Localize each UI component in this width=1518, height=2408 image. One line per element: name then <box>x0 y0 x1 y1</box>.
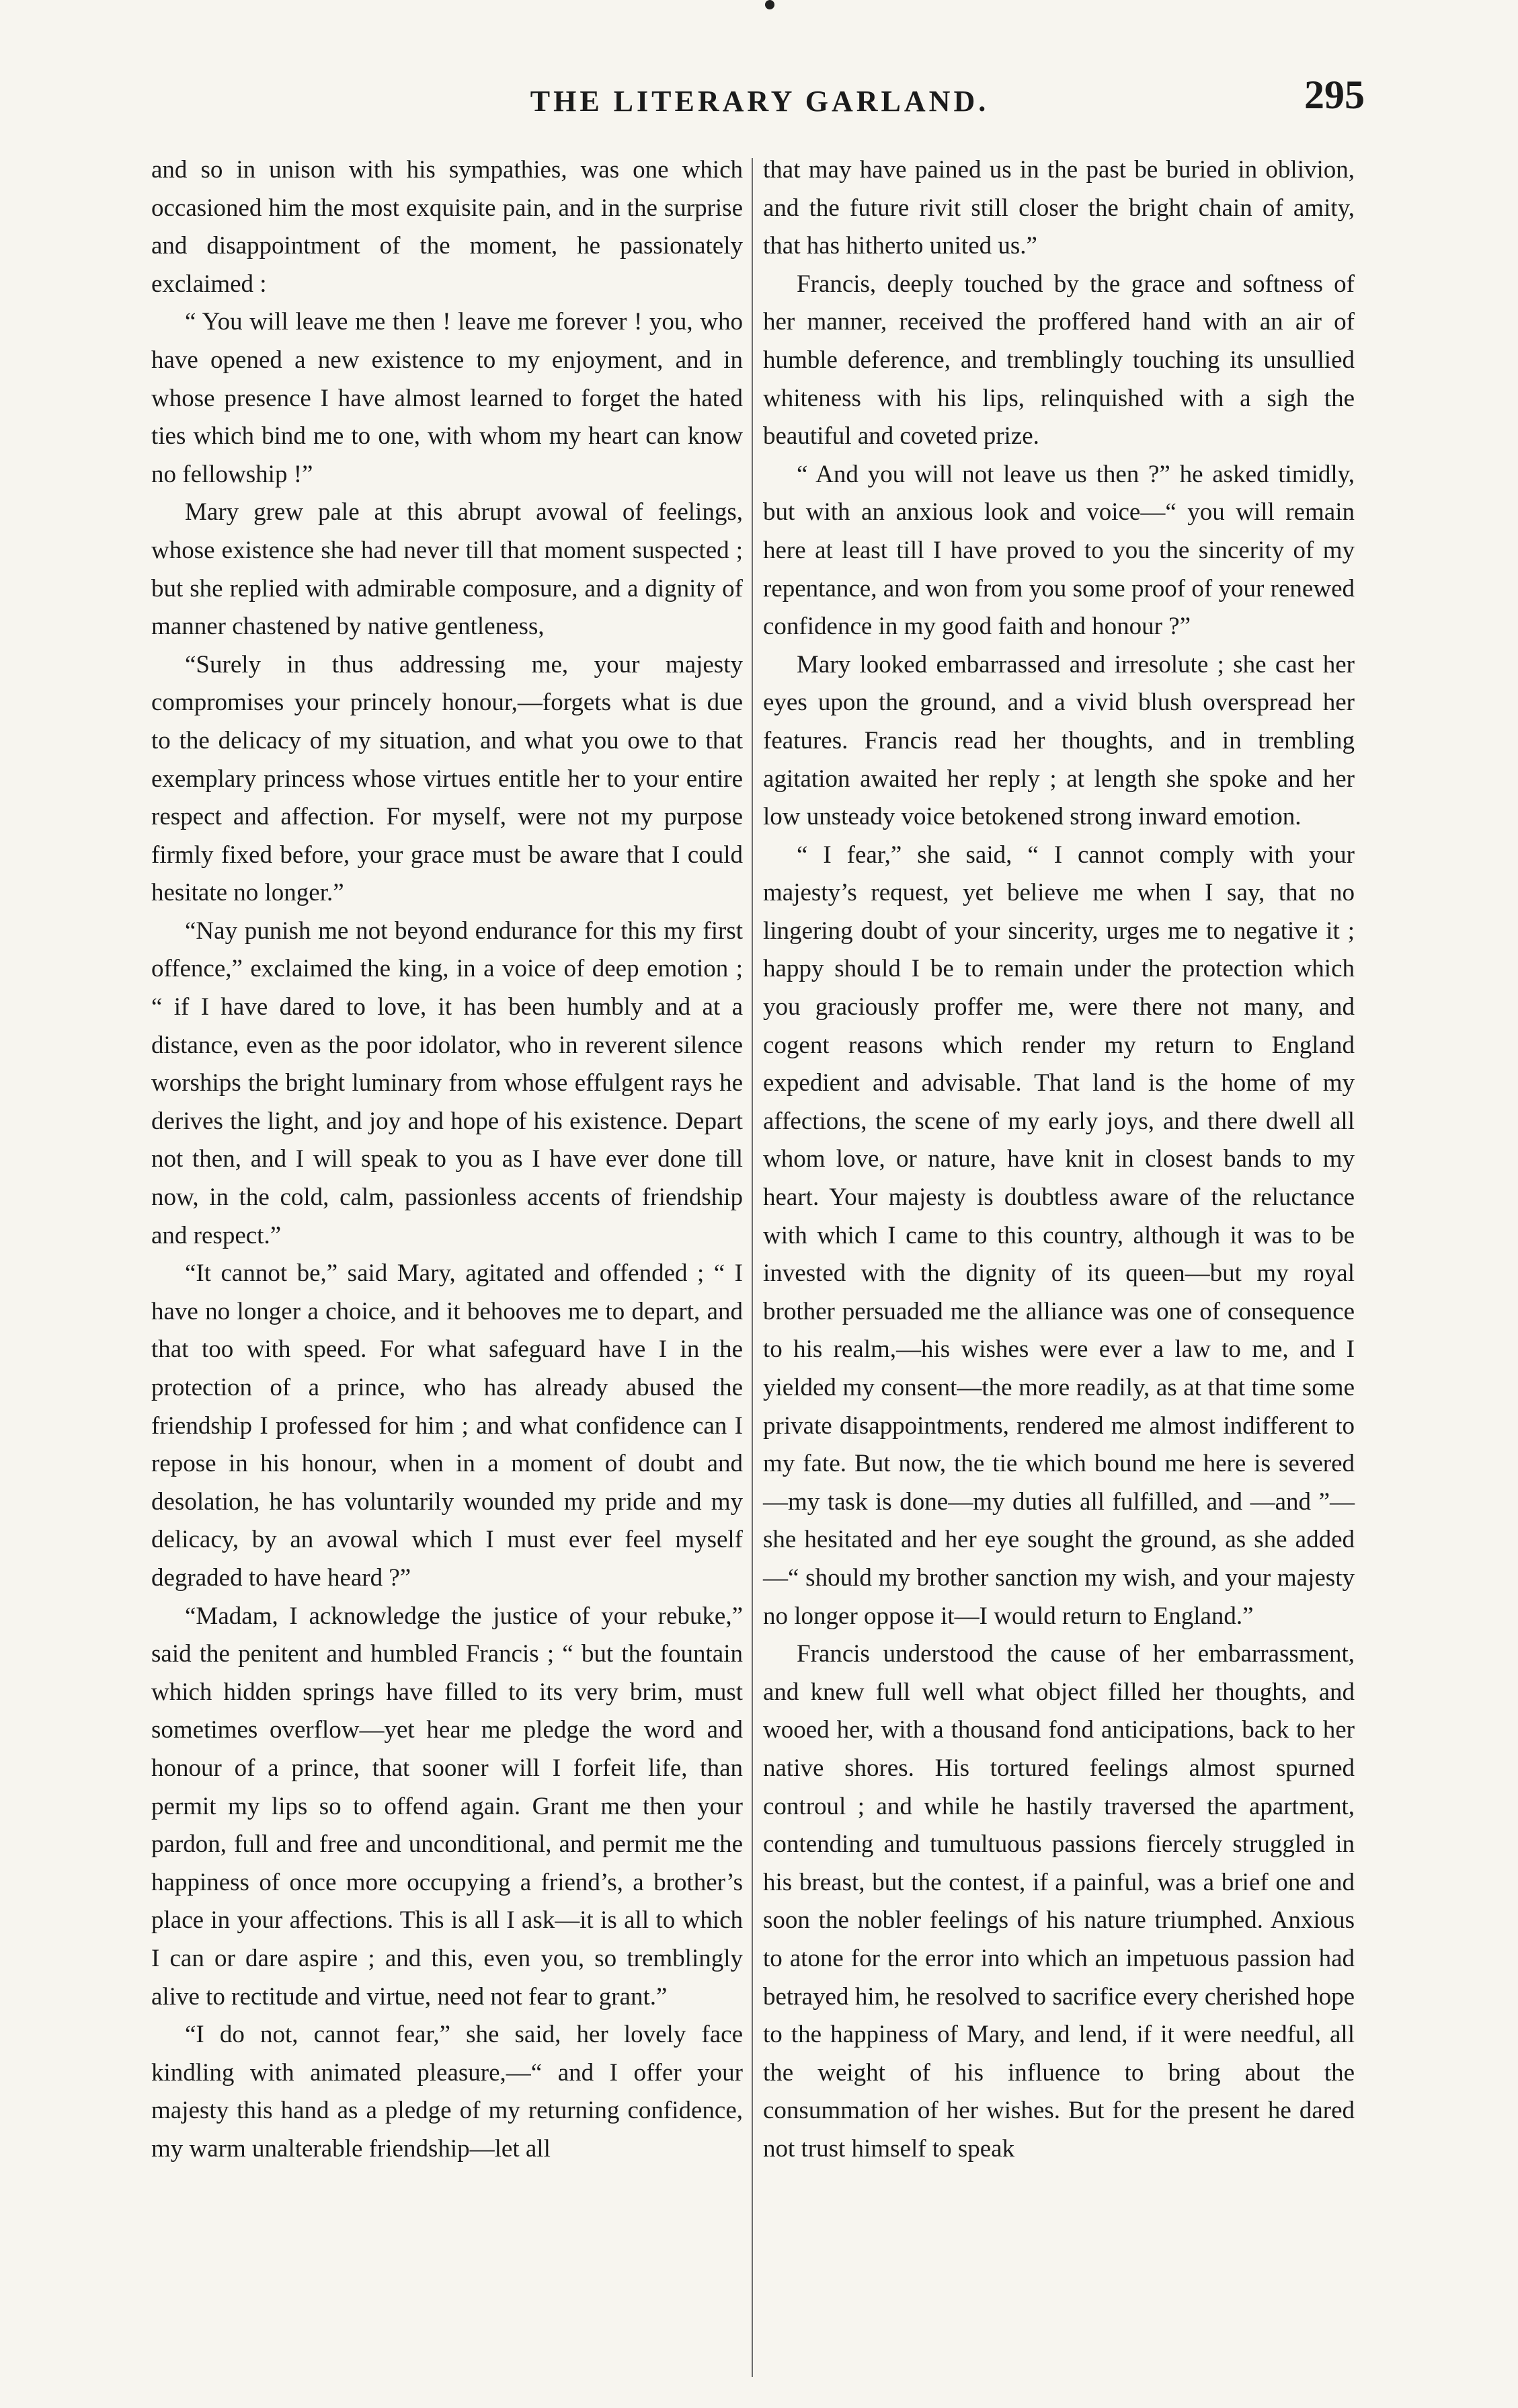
paragraph: Francis understood the cause of her embarrassment, and knew full well what object filled her thoughts, and wooed her, with a thousand fond anticipations, back to her native shores. His tortured feelings almost spurned controul ; and while he hastily traversed the apartment, contending and tumultuous passions fiercely struggled in his breast, but the contest, if a painful, was a brief one and soon the nobler feelings of his nature triumphed. Anxious to atone for the error into which an impetuous passion had betrayed him, he resolved to sacrifice every cherished hope to the happiness of Mary, and lend, if it were needful, all the weight of his influence to bring about the consummation of her wishes. But for the present he dared not trust himself to speak <box>763 1640 1355 2163</box>
paragraph: “Madam, I acknowledge the justice of your rebuke,” said the penitent and humbled Francis ; “ but the fountain which hidden springs have filled to its very brim, must sometimes overflow—yet hear me pledge the word and honour of a prince, that sooner will I forfeit life, than permit my lips so to offend again. Grant me then your pardon, full and free and unconditional, and permit me the happiness of once more occupying a friend’s, a brother’s place in your affections. This is all I ask—it is all to which I can or dare aspire ; and this, even you, so tremblingly alive to rectitude and virtue, need not fear to grant.” <box>151 1602 743 2011</box>
paragraph: “Surely in thus addressing me, your majesty compromises your princely honour,—forgets what is due to the delicacy of my situation, and what you owe to that exemplary princess whose virtues entitle her to your entire respect and affection. For myself, were not my purpose firmly fixed before, your grace must be aware that I could hesitate no longer.” <box>151 650 743 907</box>
paragraph: “ I fear,” she said, “ I cannot comply with your majesty’s request, yet believe me when I say, that no lingering doubt of your sincerity, urges me to negative it ; happy should I be to remain under the protection which you graciously proffer me, were there not many, and cogent reasons which render my return to England expedient and advisable. That land is the home of my affections, the scene of my early joys, and there dwell all whom love, or nature, have knit in closest bands to my heart. Your majesty is doubtless aware of the reluctance with which I came to this country, although it was to be invested with the dignity of its queen—but my royal brother persuaded me the alliance was one of consequence to his realm,—his wishes were ever a law to me, and I yielded my consent—the more readily, as at that time some private disappointments, rendered me almost indifferent to my fate. But now, the tie which bound me here is severed—my task is done—my duties all fulfilled, and —and ”—she hesitated and her eye sought the ground, as she added—“ should my brother sanction my wish, and your majesty no longer oppose it—I would return to England.” <box>763 841 1355 1630</box>
paragraph: “Nay punish me not beyond endurance for this my first offence,” exclaimed the king, in a voice of deep emotion ; “ if I have dared to love, it has been humbly and at a distance, even as the poor idolator, who in reverent silence worships the bright luminary from whose effulgent rays he derives the light, and joy and hope of his existence. Depart not then, and I will speak to you as I have ever done till now, in the cold, calm, passionless accents of friendship and respect.” <box>151 917 743 1249</box>
ink-spot <box>765 0 774 9</box>
running-title: THE LITERARY GARLAND. <box>530 85 990 118</box>
paragraph: “It cannot be,” said Mary, agitated and offended ; “ I have no longer a choice, and it behooves me to depart, and that too with speed. For what safeguard have I in the protection of a prince, who has already abused the friendship I professed for him ; and what confidence can I repose in his honour, when in a moment of doubt and desolation, he has voluntarily wounded my pride and my delicacy, by an avowal which I must ever feel myself degraded to have heard ?” <box>151 1259 743 1592</box>
paragraph: “ You will leave me then ! leave me forever ! you, who have opened a new existence to my enjoyment, and in whose presence I have almost learned to forget the hated ties which bind me to one, with whom my heart can know no fellowship !” <box>151 308 743 488</box>
paragraph: “ And you will not leave us then ?” he asked timidly, but with an anxious look and voice—“ you will remain here at least till I have proved to you the sincerity of my repentance, and won from you some proof of your renewed confidence in my good faith and honour ?” <box>763 460 1355 641</box>
paragraph: that may have pained us in the past be buried in oblivion, and the future rivit still closer the bright chain of amity, that has hitherto united us.” <box>763 156 1355 260</box>
page-header <box>155 64 1365 131</box>
left-column <box>151 151 743 2168</box>
paragraph: “I do not, cannot fear,” she said, her lovely face kindling with animated pleasure,—“ and I offer your majesty this hand as a pledge of my returning confidence, my warm unalterable friendship—let all <box>151 2021 743 2163</box>
paragraph: Mary grew pale at this abrupt avowal of feelings, whose existence she had never till that moment suspected ; but she replied with admirable composure, and a dignity of manner chastened by native gentleness, <box>151 498 743 641</box>
paragraph: and so in unison with his sympathies, was one which occasioned him the most exquisite pain, and in the surprise and disappointment of the moment, he passionately exclaimed : <box>151 156 743 298</box>
page-number: 295 <box>1304 73 1365 117</box>
column-divider <box>752 158 753 2377</box>
right-column <box>763 151 1355 2168</box>
paragraph: Mary looked embarrassed and irresolute ; she cast her eyes upon the ground, and a vivid blush overspread her features. Francis read her thoughts, and in trembling agitation awaited her reply ; at length she spoke and her low unsteady voice betokened strong inward emotion. <box>763 650 1355 831</box>
paragraph: Francis, deeply touched by the grace and softness of her manner, received the proffered hand with an air of humble deference, and tremblingly touching its unsullied whiteness with his lips, relinquished with a sigh the beautiful and coveted prize. <box>763 270 1355 451</box>
